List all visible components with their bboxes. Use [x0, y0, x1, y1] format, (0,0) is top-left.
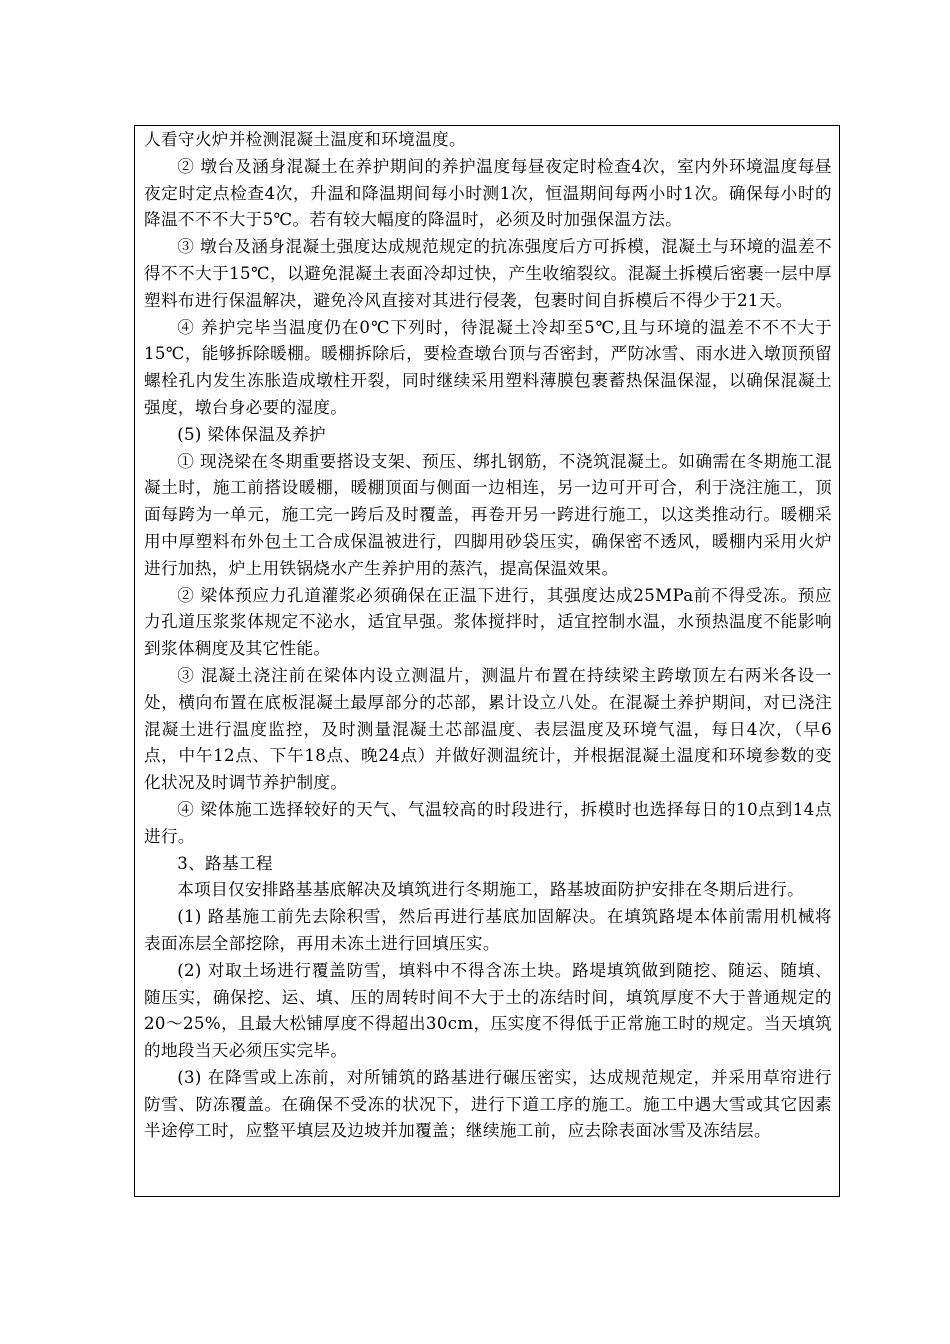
paragraph-prestress-grouting: ② 梁体预应力孔道灌浆必须确保在正温下进行，其强度达成25MPa前不得受冻。预应力孔道压浆浆体规定不泌水，适宜早强。浆体搅拌时，适宜控制水温，水预热温度不能影响到浆体稠度及其它性能。	[144, 585, 832, 659]
paragraph-temperature-monitoring: ③ 混凝土浇注前在梁体内设立测温片，测温片布置在持续梁主跨墩顶左右两米各设一处，横向布置在底板混凝土最厚部分的芯部，累计设立八处。在混凝土养护期间，对已浇注混凝土进行温度监控，及时测量混凝土芯部温度、表层温度及环境气温，每日4次，（早6点，中午12点、下午18点、晚24点）并做好测温统计，并根据混凝土温度和环境参数的变化状况及时调节养护制度。	[144, 665, 832, 793]
paragraph-subgrade-item-2: (2) 对取土场进行覆盖防雪，填料中不得含冻土块。路堤填筑做到随挖、随运、随填、随压实，确保挖、运、填、压的周转时间不大于土的冻结时间，填筑厚度不大于普通规定的20～25%，且最大松铺厚度不得超出30cm，压实度不得低于正常施工时的规定。当天填筑的地段当天必须压实完毕。	[144, 960, 832, 1061]
paragraph-shed-removal: ④ 养护完毕当温度仍在0℃下列时，待混凝土冷却至5℃,且与环境的温差不不不大于15℃，能够拆除暖棚。暖棚拆除后，要检查墩台顶与否密封，严防冰雪、雨水进入墩顶预留螺栓孔内发生冻胀造成墩柱开裂，同时继续采用塑料薄膜包裹蓄热保温保湿，以确保混凝土强度，墩台身必要的湿度。	[144, 317, 832, 417]
section-heading-subgrade: 3、路基工程	[177, 853, 273, 873]
paragraph-pier-temperature-check: ② 墩台及涵身混凝土在养护期间的养护温度每昼夜定时检查4次，室内外环境温度每昼夜定时定点检查4次，升温和降温期间每小时测1次，恒温期间每两小时1次。确保每小时的降温不不不大于5℃。若有较大幅度的降温时，必须及时加强保温方法。	[144, 156, 832, 230]
paragraph-beam-weather: ④ 梁体施工选择较好的天气、气温较高的时段进行，拆模时也选择每日的10点到14点进行。	[144, 799, 832, 846]
paragraph-subgrade-item-1: (1) 路基施工前先去除积雪，然后再进行基底加固解决。在填筑路堤本体前需用机械将表面冻层全部挖除，再用未冻土进行回填压实。	[144, 907, 832, 953]
paragraph-subgrade-item-3: (3) 在降雪或上冻前，对所铺筑的路基进行碾压密实，达成规范规定，并采用草帘进行防雪、防冻覆盖。在确保不受冻的状况下，进行下道工序的施工。施工中遇大雪或其它因素半途停工时，应整平填层及边坡并加覆盖；继续施工前，应去除表面冰雪及冻结层。	[144, 1067, 832, 1141]
paragraph-cast-in-place-beam: ① 现浇梁在冬期重要搭设支架、预压、绑扎钢筋，不浇筑混凝土。如确需在冬期施工混凝土时，施工前搭设暖棚，暖棚顶面与侧面一边相连，另一边可开可合，利于浇注施工，顶面每跨为一单元，施工完一跨后及时覆盖，再卷开另一跨进行施工，以这类推动行。暖棚采用中厚塑料布外包土工合成保温被进行，四脚用砂袋压实，确保密不透风，暖棚内采用火炉进行加热，炉上用铁锅烧水产生养护用的蒸汽，提高保温效果。	[144, 451, 832, 578]
section-heading-beam-curing: (5) 梁体保温及养护	[177, 424, 326, 444]
document-body	[144, 127, 832, 1145]
paragraph-continuation: 人看守火炉并检测混凝土温度和环境温度。	[144, 130, 466, 149]
paragraph-subgrade-scope: 本项目仅安排路基基底解决及填筑进行冬期施工，路基坡面防护安排在冬期后进行。	[177, 880, 805, 900]
paragraph-pier-form-removal: ③ 墩台及涵身混凝土强度达成规范规定的抗冻强度后方可拆模，混凝土与环境的温差不得不不大于15℃，以避免混凝土表面冷却过快，产生收缩裂纹。混凝土拆模后密裹一层中厚塑料布进行保温解决，避免冷风直接对其进行侵袭，包裹时间自拆模后不得少于21天。	[144, 237, 832, 310]
